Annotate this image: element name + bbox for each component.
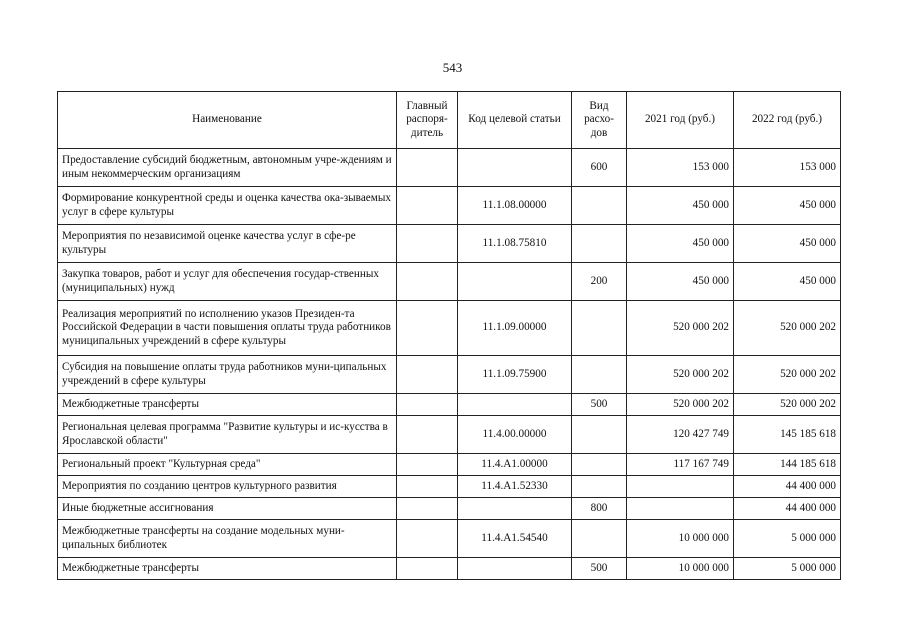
row-manager-cell (397, 187, 458, 225)
row-2022-cell: 450 000 (734, 225, 841, 263)
row-2022-cell: 450 000 (734, 263, 841, 301)
row-2022-cell: 153 000 (734, 149, 841, 187)
row-code-cell: 11.4.00.00000 (458, 416, 572, 454)
row-code-cell: 11.1.09.75900 (458, 356, 572, 394)
row-kind-cell: 800 (572, 498, 627, 520)
row-2022-cell: 5 000 000 (734, 558, 841, 580)
row-code-cell: 11.1.08.00000 (458, 187, 572, 225)
table-row (58, 187, 841, 225)
table-row (58, 416, 841, 454)
table-row (58, 356, 841, 394)
page-number: 543 (442, 60, 463, 75)
row-kind-cell (572, 520, 627, 558)
row-code-cell (458, 498, 572, 520)
row-code-cell: 11.1.09.00000 (458, 301, 572, 356)
row-kind-cell (572, 476, 627, 498)
row-2021-cell: 450 000 (627, 187, 734, 225)
row-name-cell: Региональная целевая программа "Развитие культуры и ис-кусства в Ярославской области" (58, 416, 397, 454)
row-manager-cell (397, 394, 458, 416)
row-code-cell (458, 558, 572, 580)
row-manager-cell (397, 356, 458, 394)
header-code: Код целевой статьи (458, 92, 572, 149)
table-row (58, 263, 841, 301)
row-2021-cell: 153 000 (627, 149, 734, 187)
row-kind-cell: 500 (572, 558, 627, 580)
table-row (58, 498, 841, 520)
row-2021-cell (627, 476, 734, 498)
row-manager-cell (397, 454, 458, 476)
row-kind-cell (572, 356, 627, 394)
row-2021-cell: 450 000 (627, 263, 734, 301)
row-2022-cell: 520 000 202 (734, 356, 841, 394)
row-name-cell: Предоставление субсидий бюджетным, автономным учре-ждениям и иным некоммерческим организациям (58, 149, 397, 187)
row-kind-cell: 500 (572, 394, 627, 416)
row-2022-cell: 145 185 618 (734, 416, 841, 454)
row-2022-cell: 144 185 618 (734, 454, 841, 476)
row-name-cell: Межбюджетные трансферты (58, 394, 397, 416)
row-manager-cell (397, 498, 458, 520)
row-2022-cell: 5 000 000 (734, 520, 841, 558)
row-manager-cell (397, 225, 458, 263)
table-row (58, 520, 841, 558)
row-2021-cell: 10 000 000 (627, 558, 734, 580)
row-2021-cell (627, 498, 734, 520)
row-manager-cell (397, 416, 458, 454)
row-manager-cell (397, 301, 458, 356)
row-2022-cell: 520 000 202 (734, 394, 841, 416)
table-row (58, 225, 841, 263)
row-2022-cell: 520 000 202 (734, 301, 841, 356)
row-manager-cell (397, 558, 458, 580)
row-name-cell: Реализация мероприятий по исполнению указов Президен-та Российской Федерации в части повышения оплаты труда работников муниципальных учреждений в сфере культуры (58, 301, 397, 356)
row-code-cell (458, 149, 572, 187)
header-2022: 2022 год (руб.) (734, 92, 841, 149)
header-kind: Вид расхо-дов (572, 92, 627, 149)
row-2021-cell: 117 167 749 (627, 454, 734, 476)
row-code-cell (458, 394, 572, 416)
table-row (58, 301, 841, 356)
row-2021-cell: 520 000 202 (627, 356, 734, 394)
row-manager-cell (397, 263, 458, 301)
row-kind-cell: 600 (572, 149, 627, 187)
header-name: Наименование (58, 92, 397, 149)
row-name-cell: Межбюджетные трансферты на создание модельных муни-ципальных библиотек (58, 520, 397, 558)
row-code-cell (458, 263, 572, 301)
row-2021-cell: 10 000 000 (627, 520, 734, 558)
row-code-cell: 11.4.A1.00000 (458, 454, 572, 476)
row-name-cell: Региональный проект "Культурная среда" (58, 454, 397, 476)
row-name-cell: Субсидия на повышение оплаты труда работников муни-ципальных учреждений в сфере культуры (58, 356, 397, 394)
table-row (58, 476, 841, 498)
row-code-cell: 11.4.A1.52330 (458, 476, 572, 498)
row-name-cell: Мероприятия по созданию центров культурного развития (58, 476, 397, 498)
row-name-cell: Иные бюджетные ассигнования (58, 498, 397, 520)
row-kind-cell (572, 301, 627, 356)
row-kind-cell (572, 416, 627, 454)
row-name-cell: Межбюджетные трансферты (58, 558, 397, 580)
row-code-cell: 11.1.08.75810 (458, 225, 572, 263)
row-2022-cell: 450 000 (734, 187, 841, 225)
row-2022-cell: 44 400 000 (734, 498, 841, 520)
row-name-cell: Закупка товаров, работ и услуг для обеспечения государ-ственных (муниципальных) нужд (58, 263, 397, 301)
row-2021-cell: 520 000 202 (627, 394, 734, 416)
row-manager-cell (397, 476, 458, 498)
row-manager-cell (397, 149, 458, 187)
row-code-cell: 11.4.A1.54540 (458, 520, 572, 558)
row-2021-cell: 520 000 202 (627, 301, 734, 356)
row-manager-cell (397, 520, 458, 558)
row-kind-cell: 200 (572, 263, 627, 301)
table-row (58, 394, 841, 416)
row-2021-cell: 450 000 (627, 225, 734, 263)
table-row (58, 454, 841, 476)
row-name-cell: Мероприятия по независимой оценке качества услуг в сфе-ре культуры (58, 225, 397, 263)
table-header-row (58, 92, 841, 149)
header-2021: 2021 год (руб.) (627, 92, 734, 149)
header-manager: Главный распоря-дитель (397, 92, 458, 149)
row-kind-cell (572, 454, 627, 476)
table-row (58, 149, 841, 187)
row-name-cell: Формирование конкурентной среды и оценка качества ока-зываемых услуг в сфере культуры (58, 187, 397, 225)
row-kind-cell (572, 225, 627, 263)
row-2022-cell: 44 400 000 (734, 476, 841, 498)
table-row (58, 558, 841, 580)
budget-table (57, 91, 841, 580)
row-2021-cell: 120 427 749 (627, 416, 734, 454)
row-kind-cell (572, 187, 627, 225)
